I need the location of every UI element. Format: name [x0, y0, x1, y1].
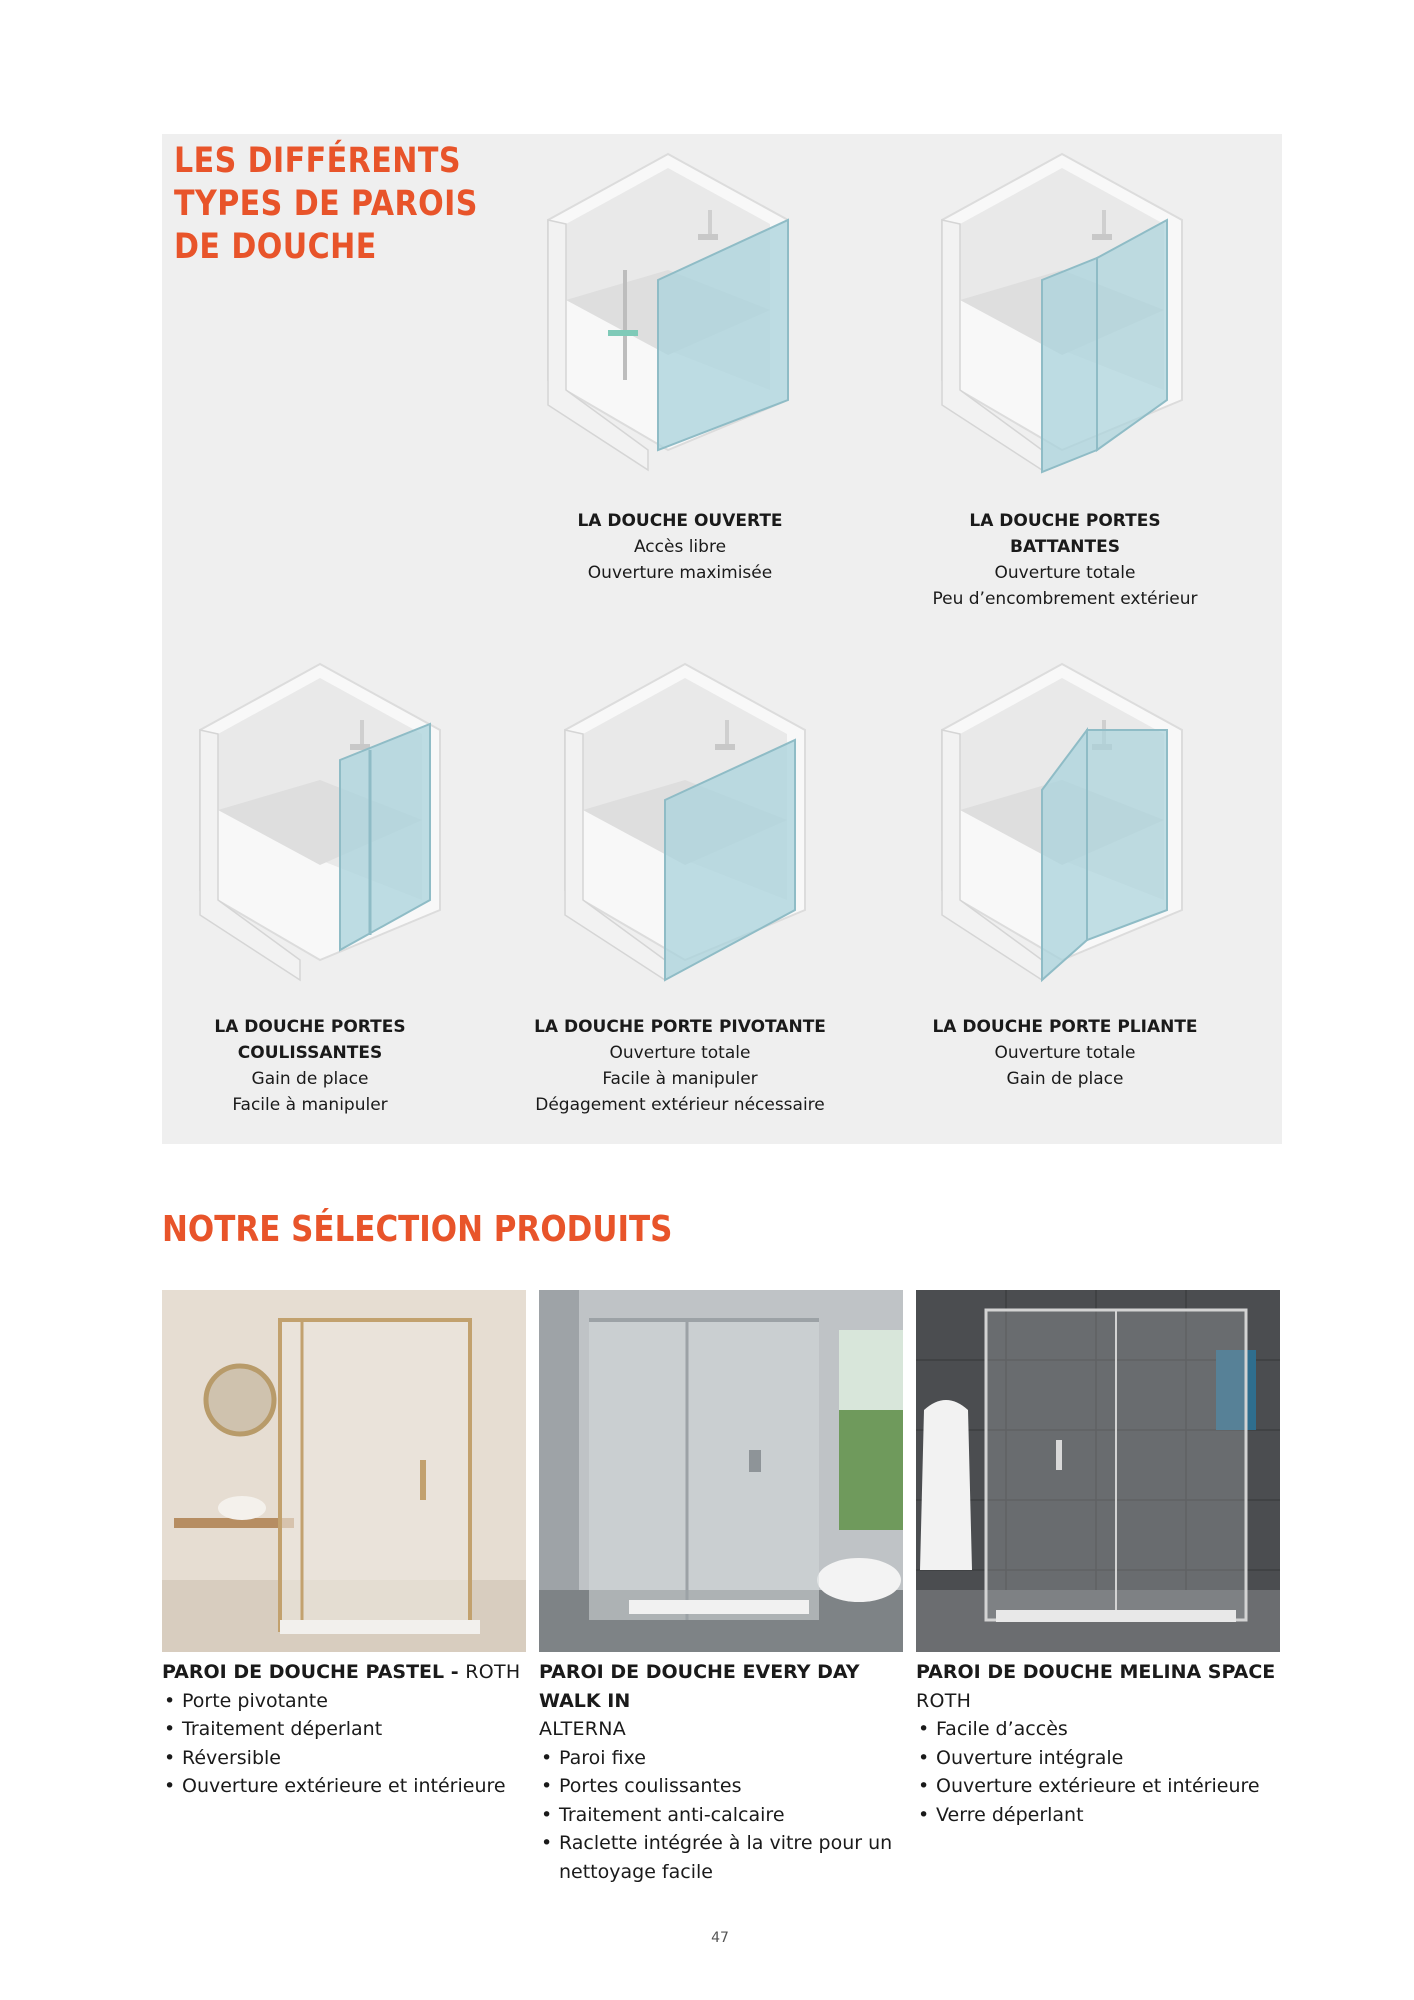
caption-feature: Ouverture totale — [609, 1043, 751, 1063]
caption-title: BATTANTES — [1010, 537, 1120, 557]
sliding-doors-shower-illustration — [190, 660, 450, 990]
melina-space-product-details — [916, 1658, 1286, 1829]
caption-title: LA DOUCHE OUVERTE — [577, 511, 783, 531]
caption-feature: Gain de place — [1006, 1069, 1124, 1089]
caption-feature: Ouverture totale — [994, 1043, 1136, 1063]
folding-door-shower-illustration — [932, 660, 1192, 990]
product-title — [162, 1658, 532, 1687]
caption-feature: Accès libre — [633, 537, 727, 557]
product-features — [539, 1744, 909, 1887]
caption-feature: Ouverture totale — [994, 563, 1136, 583]
product-feature: • Paroi fixe — [539, 1744, 909, 1773]
types-title-line: TYPES DE PAROIS — [174, 184, 478, 224]
caption-feature: Peu d’encombrement extérieur — [932, 589, 1198, 609]
caption-title: LA DOUCHE PORTES — [969, 511, 1161, 531]
caption-feature: Ouverture maximisée — [587, 563, 773, 583]
every-day-walk-in-product-details — [539, 1658, 909, 1886]
swing-doors-shower-illustration — [932, 150, 1192, 480]
product-feature: • Raclette intégrée à la vitre pour un nettoyage facile — [539, 1829, 909, 1886]
product-feature: • Ouverture intégrale — [916, 1744, 1286, 1773]
melina-space-product-photo — [916, 1290, 1280, 1652]
products-section-title: NOTRE SÉLECTION PRODUITS — [162, 1209, 673, 1250]
product-features — [916, 1715, 1286, 1829]
types-title-line: DE DOUCHE — [174, 227, 377, 267]
product-feature: • Ouverture extérieure et intérieure — [162, 1772, 532, 1801]
every-day-walk-in-product-photo — [539, 1290, 903, 1652]
product-brand: ROTH — [916, 1689, 972, 1712]
pivot-door-caption — [520, 1014, 840, 1118]
product-feature: • Ouverture extérieure et intérieure — [916, 1772, 1286, 1801]
product-feature: • Réversible — [162, 1744, 532, 1773]
types-title — [174, 140, 478, 269]
product-feature: • Facile d’accès — [916, 1715, 1286, 1744]
product-feature: • Traitement anti-calcaire — [539, 1801, 909, 1830]
open-shower-caption — [520, 508, 840, 586]
caption-title: LA DOUCHE PORTE PLIANTE — [932, 1017, 1198, 1037]
caption-feature: Gain de place — [251, 1069, 369, 1089]
product-feature: • Traitement déperlant — [162, 1715, 532, 1744]
product-feature: • Verre déperlant — [916, 1801, 1286, 1830]
product-features — [162, 1687, 532, 1801]
caption-title: LA DOUCHE PORTE PIVOTANTE — [534, 1017, 826, 1037]
pastel-product-details — [162, 1658, 532, 1801]
product-name: PAROI DE DOUCHE EVERY DAY WALK IN — [539, 1661, 860, 1712]
types-title-line: LES DIFFÉRENTS — [174, 141, 461, 181]
swing-doors-caption — [895, 508, 1235, 612]
product-name: PAROI DE DOUCHE MELINA SPACE — [916, 1661, 1276, 1683]
product-feature: • Portes coulissantes — [539, 1772, 909, 1801]
product-name: PAROI DE DOUCHE PASTEL - — [162, 1661, 466, 1683]
pastel-product-photo — [162, 1290, 526, 1652]
sliding-doors-caption — [160, 1014, 460, 1118]
caption-title: LA DOUCHE PORTES — [214, 1017, 406, 1037]
pivot-door-shower-illustration — [555, 660, 815, 990]
product-feature: • Porte pivotante — [162, 1687, 532, 1716]
open-shower-illustration — [538, 150, 798, 480]
folding-door-caption — [905, 1014, 1225, 1092]
caption-feature: Facile à manipuler — [602, 1069, 758, 1089]
caption-feature: Dégagement extérieur nécessaire — [535, 1095, 825, 1115]
page-number: 47 — [711, 1930, 729, 1946]
product-brand: ROTH — [465, 1661, 521, 1683]
product-brand: ALTERNA — [539, 1718, 627, 1740]
caption-feature: Facile à manipuler — [232, 1095, 388, 1115]
caption-title: COULISSANTES — [237, 1043, 383, 1063]
